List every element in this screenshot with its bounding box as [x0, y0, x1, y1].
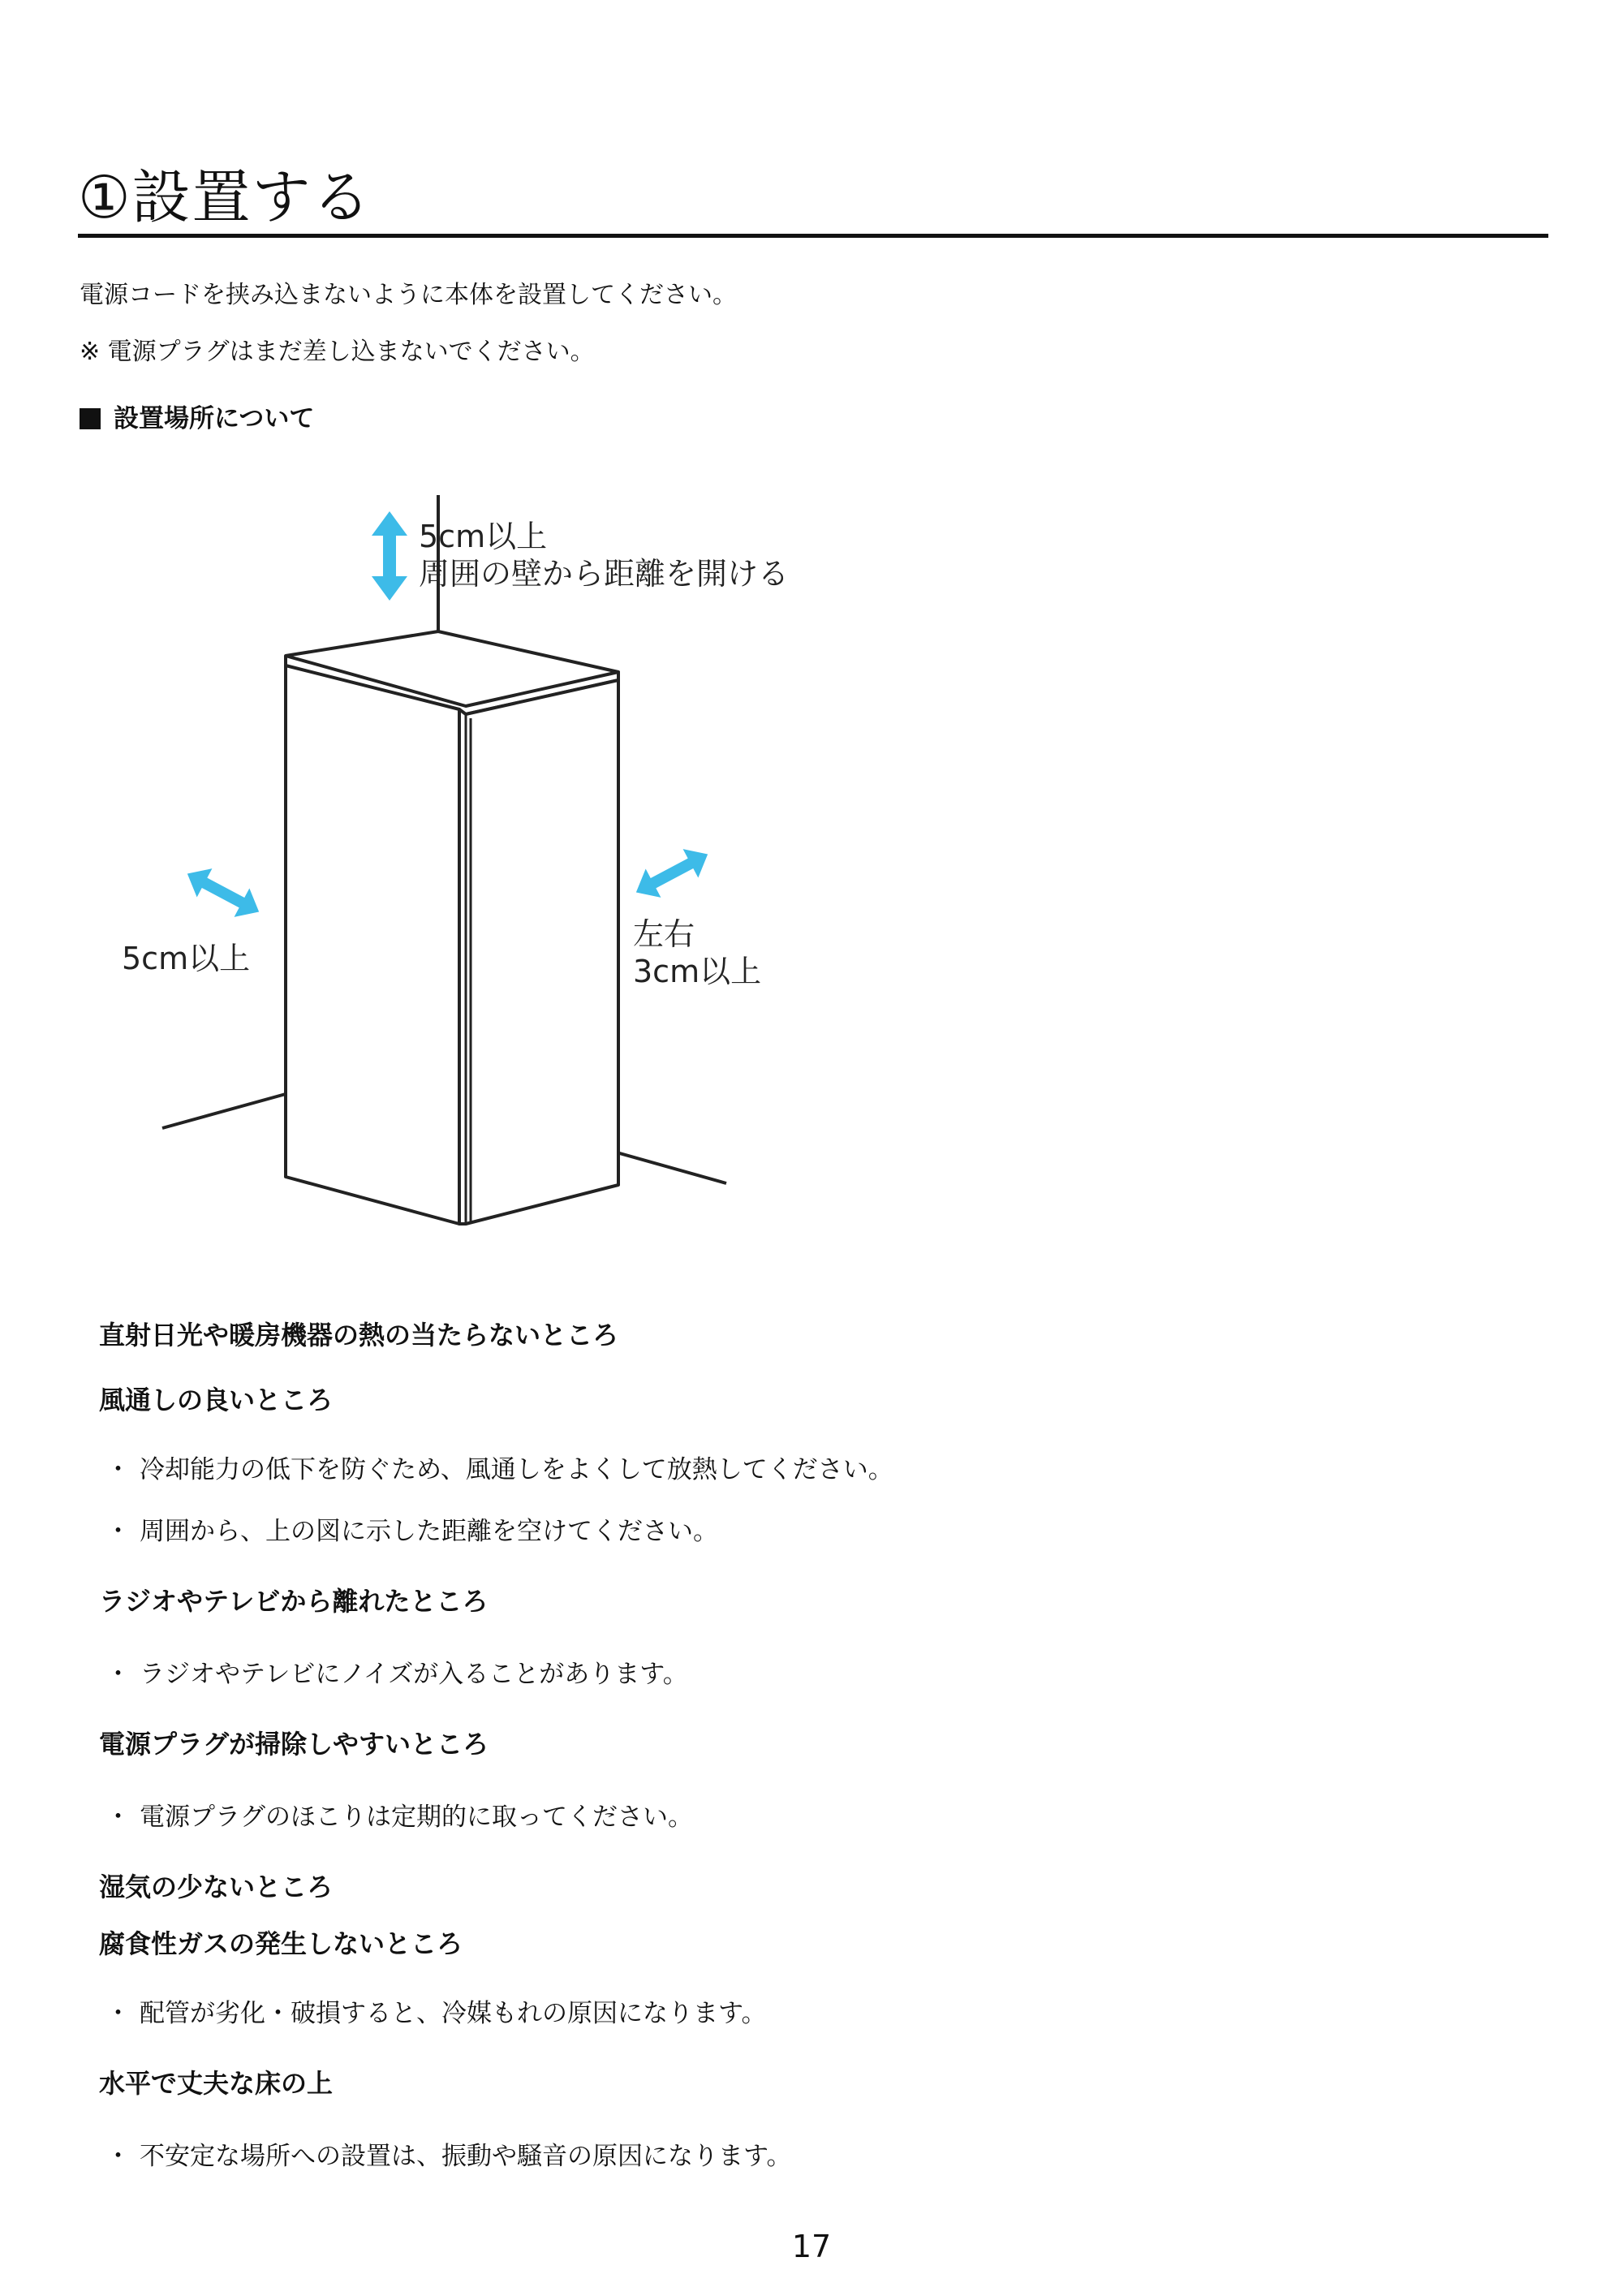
page-title: ①設置する	[78, 163, 372, 231]
wall-line-right	[617, 1152, 726, 1183]
condition-bullet-2-2	[105, 1514, 718, 1549]
top-clearance-label-2: 周囲の壁から距離を開ける	[419, 556, 790, 592]
cabinet-front-door	[459, 680, 618, 1224]
condition-heading-6: 腐食性ガスの発生しないところ	[99, 1928, 463, 1959]
bullet-mark: ・	[105, 1999, 131, 2028]
wall-line-left	[162, 1094, 286, 1128]
left-arrow-icon	[179, 859, 266, 926]
intro-line-2: ※ 電源プラグはまだ差し込まないでください。	[80, 338, 595, 366]
bullet-text: 冷却能力の低下を防ぐため、風通しをよくして放熱してください。	[140, 1455, 893, 1484]
title-underline	[78, 234, 1548, 238]
condition-heading-4: 電源プラグが掃除しやすいところ	[99, 1729, 489, 1760]
condition-bullet-7-1	[105, 2139, 792, 2173]
installation-figure	[114, 495, 844, 1242]
condition-bullet-4-1	[105, 1800, 693, 1834]
condition-heading-3: ラジオやテレビから離れたところ	[99, 1586, 489, 1617]
condition-heading-1: 直射日光や暖房機器の熱の当たらないところ	[99, 1320, 619, 1350]
section-heading	[80, 403, 314, 435]
page-number: 17	[791, 2229, 832, 2264]
left-clearance-label: 5cm以上	[122, 941, 251, 976]
bullet-mark: ・	[105, 1517, 131, 1546]
intro-line-1: 電源コードを挟み込まないように本体を設置してください。	[80, 281, 737, 309]
right-clearance-label-1: 左右	[633, 916, 695, 952]
bullet-mark: ・	[105, 1660, 131, 1689]
cabinet-left-side	[286, 666, 459, 1224]
condition-heading-7: 水平で丈夫な床の上	[99, 2068, 334, 2099]
bullet-mark: ・	[105, 1803, 131, 1832]
bullet-text: 電源プラグのほこりは定期的に取ってください。	[140, 1803, 693, 1832]
bullet-text: 周囲から、上の図に示した距離を空けてください。	[140, 1517, 718, 1546]
right-clearance-label-2: 3cm以上	[633, 954, 762, 989]
condition-heading-2: 風通しの良いところ	[99, 1385, 334, 1415]
top-arrow-icon	[372, 511, 407, 601]
square-bullet-icon	[80, 408, 101, 429]
freezer-clearance-illustration	[114, 495, 844, 1242]
condition-bullet-3-1	[105, 1657, 688, 1691]
bullet-text: ラジオやテレビにノイズが入ることがあります。	[140, 1660, 688, 1689]
bullet-mark: ・	[105, 1455, 131, 1484]
condition-heading-5: 湿気の少ないところ	[99, 1872, 334, 1902]
top-clearance-label-1: 5cm以上	[419, 519, 548, 554]
bullet-mark: ・	[105, 2142, 131, 2171]
right-arrow-icon	[628, 840, 715, 907]
bullet-text: 配管が劣化・破損すると、冷媒もれの原因になります。	[140, 1999, 767, 2028]
section-heading-text: 設置場所について	[114, 404, 315, 433]
condition-bullet-6-1	[105, 1997, 767, 2031]
condition-bullet-2-1	[105, 1453, 893, 1487]
bullet-text: 不安定な場所への設置は、振動や騒音の原因になります。	[140, 2142, 792, 2171]
